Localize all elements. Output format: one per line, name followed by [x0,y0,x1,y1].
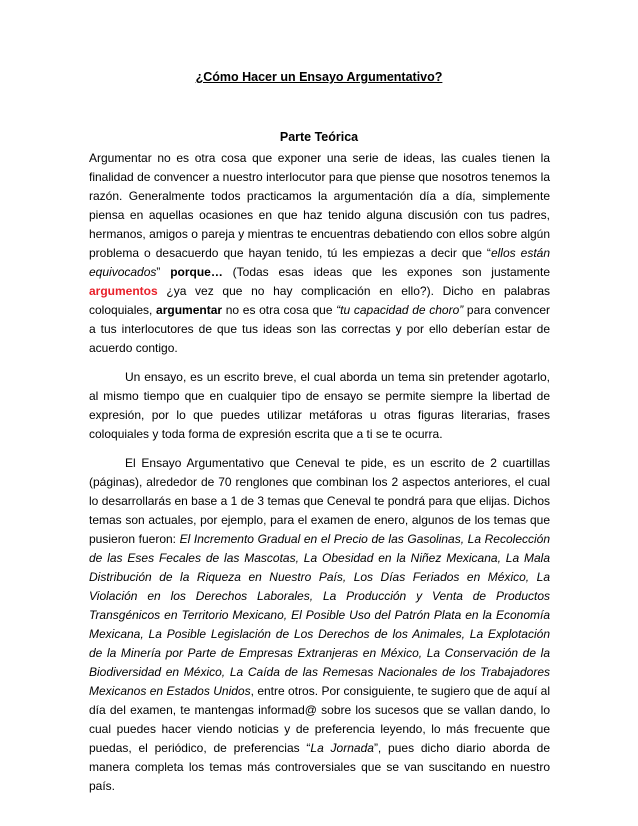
paragraph-text: El Ensayo Argumentativo que Ceneval te pide, es un escrito de 2 cuartillas (páginas), alrededor de 70 renglones que combinan los 2 aspectos anteriores, el cual lo desarrollarás en base a 1 de 3 temas que Ceneval te pondrá para que elijas. Dichos temas son actuales, por ejemplo, para el examen de enero, algunos de los temas que pusieron fueron: [89,456,550,546]
bold-phrase: porque… [170,265,223,279]
bold-phrase: argumentar [156,303,223,317]
paragraph-text: ”, pues dicho diario aborda de manera completa los temas más controversiales que se van suscitando en nuestro país. [89,741,551,793]
document-body [89,149,550,806]
paragraph-3 [89,454,550,796]
paragraph-text: ¿ya vez que no hay complicación en ello?). Dicho en palabras coloquiales, [89,284,550,317]
paragraph-1 [89,149,550,358]
quoted-phrase: “tu capacidad de choro” [336,303,464,317]
paragraph-text: Argumentar no es otra cosa que exponer una serie de ideas, las cuales tienen la finalidad de convencer a nuestro interlocutor para que piense que nosotros tenemos la razón. Generalmente todos practicamos la argumentación día a día, simplemente piensa en aquellas ocasiones en que haz tenido alguna discusión con tus padres, hermanos, amigos o pareja y mientras te encuentras debatiendo con ellos sobre algún problema o desacuerdo que hayan tenido, tú les empiezas a decir que “ [89,151,550,260]
section-heading: Parte Teórica [279,130,359,144]
paragraph-text: no es otra cosa que [222,303,337,317]
paragraph-text: ” [156,265,171,279]
paragraph-text: para convencer a tus interlocutores de que tus ideas son las correctas y por ello deberían estar de acuerdo contigo. [89,303,550,355]
quoted-phrase: ellos están equivocados [89,246,551,279]
paragraph-2: Un ensayo, es un escrito breve, el cual aborda un tema sin pretender agotarlo, al mismo tiempo que en cualquier tipo de ensayo se permite siempre la libertad de expresión, por lo que puedes utilizar metáforas u otras figuras literarias, frases coloquiales y toda forma de expresión escrita que a ti se te ocurra. [89,370,550,441]
highlight-word: argumentos [89,284,158,298]
document-title: ¿Cómo Hacer un Ensayo Argumentativo? [195,70,443,84]
paragraph-text: , entre otros. Por consiguiente, te sugiero que de aquí al día del examen, te mantengas informad@ sobre los sucesos que se vallan dando, lo cual puedes hacer viendo noticias y de preferencia leyendo, lo más frecuente que puedas, el periódico, de preferencias “ [89,684,551,755]
newspaper-name: La Jornada [310,741,374,755]
paragraph-text: (Todas esas ideas que les expones son justamente [222,265,550,279]
topic-list: El Incremento Gradual en el Precio de las Gasolinas, La Recolección de las Eses Fecales de las Mascotas, La Obesidad en la Niñez Mexicana, La Mala Distribución de la Riqueza en Nuestro País, Los Días Feriados en México, La Violación en los Derechos Laborales, La Producción y Venta de Productos Transgénicos en Territorio Mexicano, El Posible Uso del Patrón Plata en la Economía Mexicana, La Posible Legislación de Los Derechos de los Animales, La Explotación de la Minería por Parte de Empresas Extranjeras en México, La Conservación de la Biodiversidad en México, La Caída de las Remesas Nacionales de los Trabajadores Mexicanos en Estados Unidos [89,532,551,698]
